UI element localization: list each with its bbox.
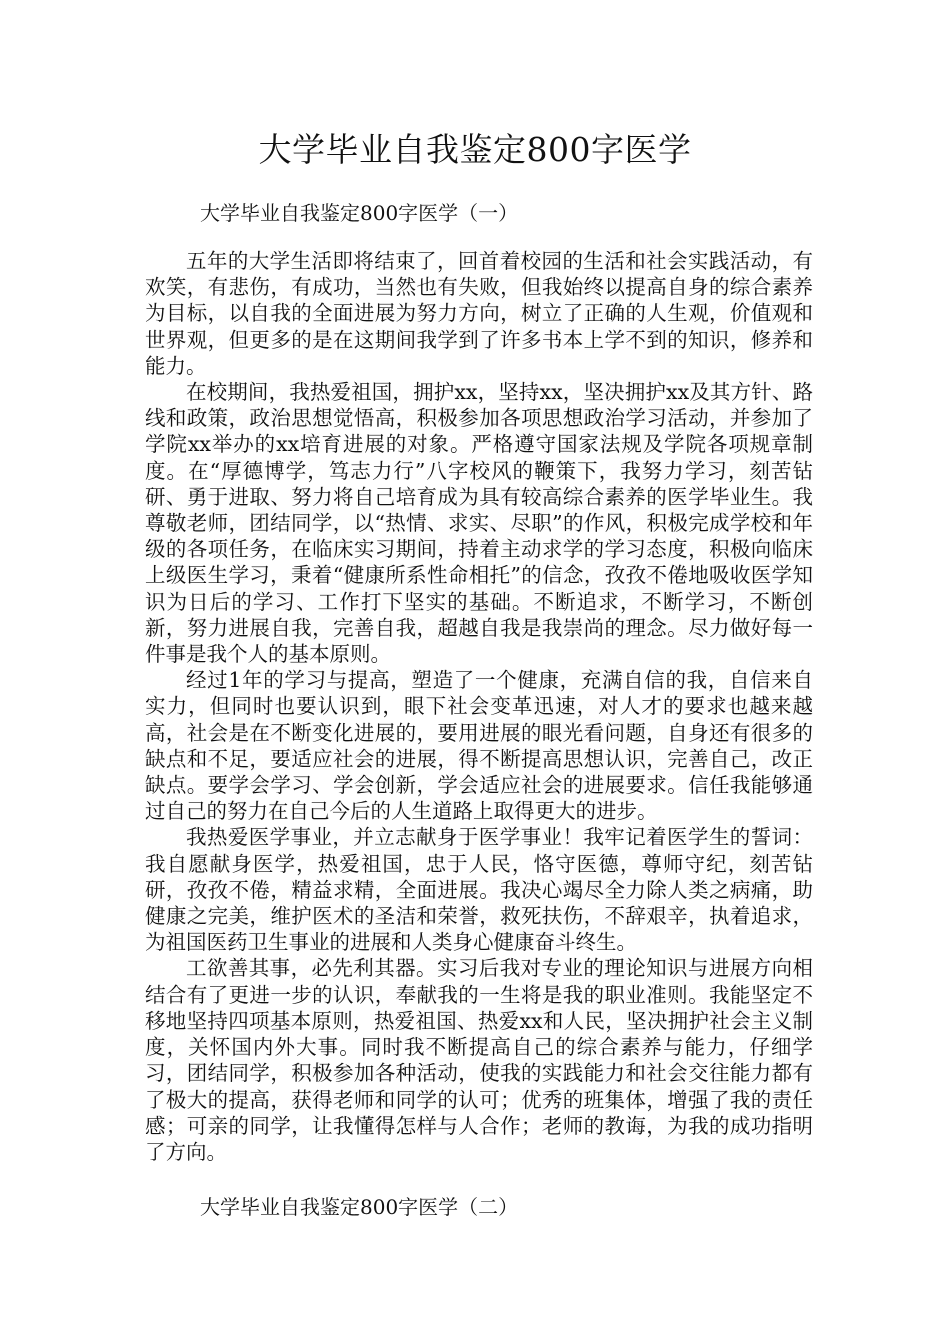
section-two-heading: 大学毕业自我鉴定800字医学（二） bbox=[200, 1195, 519, 1219]
document-title: 大学毕业自我鉴定800字医学 bbox=[258, 130, 692, 169]
paragraph-4: 我热爱医学事业，并立志献身于医学事业！我牢记着医学生的誓词：我自愿献身医学，热爱祖国，忠于人民，恪守医德，尊师守纪，刻苦钻研，孜孜不倦，精益求精，全面进展。我决心竭尽全力除人类之病痛，助健康之完美，维护医术的圣洁和荣誉，救死扶伤，不辞艰辛，执着追求，为祖国医药卫生事业的进展和人类身心健康奋斗终生。 bbox=[145, 825, 813, 955]
document-body bbox=[145, 248, 813, 1165]
paragraph-1: 五年的大学生活即将结束了，回首着校园的生活和社会实践活动，有欢笑，有悲伤，有成功，当然也有失败，但我始终以提高自身的综合素养为目标，以自我的全面进展为努力方向，树立了正确的人生观，价值观和世界观，但更多的是在这期间我学到了许多书本上学不到的知识，修养和能力。 bbox=[145, 249, 813, 378]
paragraph-5: 工欲善其事，必先利其器。实习后我对专业的理论知识与进展方向相结合有了更进一步的认识，奉献我的一生将是我的职业准则。我能坚定不移地坚持四项基本原则，热爱祖国、热爱xx和人民，坚决拥护社会主义制度，关怀国内外大事。同时我不断提高自己的综合素养与能力，仔细学习，团结同学，积极参加各种活动，使我的实践能力和社会交往能力都有了极大的提高，获得老师和同学的认可；优秀的班集体，增强了我的责任感；可亲的同学，让我懂得怎样与人合作；老师的教诲，为我的成功指明了方向。 bbox=[145, 956, 813, 1164]
paragraph-3: 经过1年的学习与提高，塑造了一个健康，充满自信的我，自信来自实力，但同时也要认识到，眼下社会变革迅速，对人才的要求也越来越高，社会是在不断变化进展的，要用进展的眼光看问题，自身还有很多的缺点和不足，要适应社会的进展，得不断提高思想认识，完善自己，改正缺点。要学会学习、学会创新，学会适应社会的进展要求。信任我能够通过自己的努力在自己今后的人生道路上取得更大的进步。 bbox=[145, 668, 813, 824]
section-one-heading: 大学毕业自我鉴定800字医学（一） bbox=[200, 201, 519, 225]
paragraph-2: 在校期间，我热爱祖国，拥护xx，坚持xx，坚决拥护xx及其方针、路线和政策，政治思想觉悟高，积极参加各项思想政治学习活动，并参加了学院xx举办的xx培育进展的对象。严格遵守国家法规及学院各项规章制度。在“厚德博学，笃志力行”八字校风的鞭策下，我努力学习，刻苦钻研、勇于进取、努力将自己培育成为具有较高综合素养的医学毕业生。我尊敬老师，团结同学，以“热情、求实、尽职”的作风，积极完成学校和年级的各项任务，在临床实习期间，持着主动求学的学习态度，积极向临床上级医生学习，秉着“健康所系性命相托”的信念，孜孜不倦地吸收医学知识为日后的学习、工作打下坚实的基础。不断追求，不断学习，不断创新，努力进展自我，完善自我，超越自我是我崇尚的理念。尽力做好每一件事是我个人的基本原则。 bbox=[145, 380, 813, 667]
